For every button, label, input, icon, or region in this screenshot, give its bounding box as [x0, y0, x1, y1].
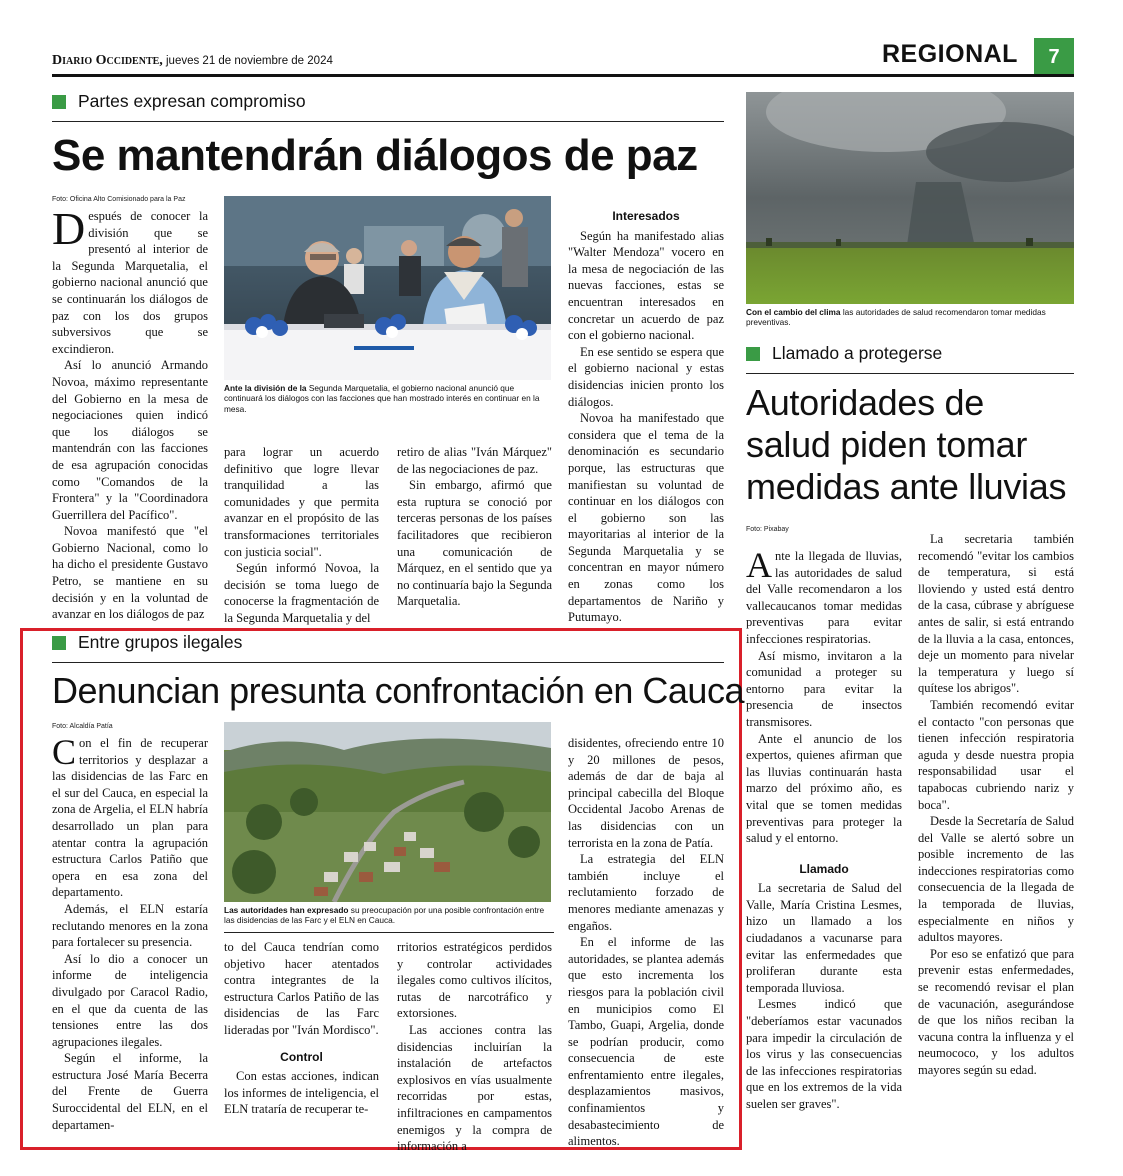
dropcap: C: [52, 732, 77, 772]
page-number-badge: 7: [1034, 38, 1074, 76]
article2-col1: Ante la llegada de lluvias, las autoridades de salud del Valle recomendaron a los vallecaucanos tomar medidas preventivas para evitar infecciones respiratorias. Así mismo, invitaron a la comunidad a proteger su entorno para evitar la presencia de insectos transmisores. Ante el anuncio de los expertos, quienes afirman que las lluvias continuarán hasta marzo del próximo año, es vital que se tomen medidas preventivas para proteger la salud y el entorno. Llamado La secretaria de Salud del Valle, María Cristina Lesmes, hizo un llamado a los ciudadanos a vacunarse para evitar las enfermedades que proliferan durante esta temporada lluviosa. Lesmes indicó que "deberíamos estar vacunados para impedir la circulación de los virus y las consecuencias de las infecciones respiratorias que en los extremos de la vida suelen ser graves".: [746, 545, 902, 1111]
aerial-town-photo: [224, 722, 551, 902]
article1-col2: para lograr un acuerdo definitivo que logre llevar tranquilidad a las comunidades y que permita avanzar en el propósito de las transformaciones territoriales con justicia social". Según informó Novoa, la decisión se toma luego de conocerse la fragmentación de la Segunda Marquetalia y del: [224, 445, 379, 625]
article1-caption: Ante la división de la Segunda Marquetalia, el gobierno nacional anunció que continuará los diálogos con las facciones que han mostrado interés en continuar en la mesa.: [224, 383, 540, 414]
subhead: Llamado: [799, 861, 849, 876]
article1-col1: Después de conocer la división que se presentó al interior de la Segunda Marquetalia, el gobierno nacional anunció que se continuarán los diálogos de paz con los dos grupos subversivos que se excindieron. Así lo anunció Armando Novoa, máximo representante del Gobierno en la mesa de negociaciones quien indicó que los diálogos se mantendrán con las facciones de esa agrupación conocidas como "Comandos de la Frontera" y la "Coordinadora Guerrillera del Pacífico". Novoa manifestó que "el Gobierno Nacional, como lo ha dicho el presidente Gustavo Petro, se mantiene en su decisión y en la voluntad de avanzar en los diálogos de paz: [52, 203, 208, 622]
masthead-rule: [52, 74, 1074, 77]
article3-col3: rritorios estratégicos perdidos y controlar actividades ilegales como cultivos ilícitos, rutas de narcotráfico y extorsiones. Las acciones contra las disidencias incluirían la instalación de artefactos explosivos en vías usualmente recorridas por estas, infiltraciones en campamentos enemigos y la compra de información a: [397, 940, 552, 1154]
newspaper-name: Diario Occidente,: [52, 53, 163, 68]
article1-col3: retiro de alias "Iván Márquez" de las negociaciones de paz. Sin embargo, afirmó que esta ruptura se conoció por terceras personas de los países facilitadores que recibieron una comunicación de Márquez, en el sentido que ya no continuaría bajo la Segunda Marquetalia.: [397, 445, 552, 609]
dropcap: A: [746, 545, 772, 585]
photo-credit: Foto: Pixabay: [746, 526, 789, 533]
subhead: Interesados: [612, 209, 680, 223]
kicker-rule: [52, 121, 724, 122]
photo-credit: Foto: Oficina Alto Comisionado para la Paz: [52, 196, 186, 203]
negotiation-photo: [224, 196, 551, 380]
article3-col1: Con el fin de recuperar territorios y desplazar a las disidencias de las Farc en el sur del Cauca, en especial la zona de Argelia, el ELN habría desarrollado un plan para atentar contra la agrupación estructura Carlos Patiño que opera en esa zona del departamento. Además, el ELN estaría reclutando menores en la zona para fortalecer su presencia. Así lo dio a conocer un informe de inteligencia divulgado por Caracol Radio, en el que da cuenta de las tensiones entre las dos agrupaciones ilegales. Según el informe, la estructura José María Becerra del Frente de Guerra Suroccidental del ELN, en el departamen-: [52, 732, 208, 1132]
kicker-rule: [746, 373, 1074, 374]
section-title: REGIONAL: [882, 40, 1018, 68]
article1-col4: Interesados Según ha manifestado alias "Walter Mendoza" vocero en la mesa de negociación de las nuevas facciones, estas se encuentran interesados en concretar un acuerdo de paz con el gobierno nacional. En ese sentido se espera que el gobierno nacional y estas disidencias inicien pronto los diálogos. Novoa ha manifestado que considera que el tema de la denominación es secundario porque, las estructuras que manifiestan su voluntad de continuar en los diálogos con el gobierno son las mayoritarias al interior de la Segunda Marquetalia y se concentran en mayor número en zonas como los departamentos de Nariño y Putumayo.: [568, 209, 724, 625]
subhead: Control: [280, 1049, 323, 1064]
article2-col2: La secretaria también recomendó "evitar los cambios de temperatura, si está lloviendo y usted está dentro de la casa, cúbrase y abríguese antes de salir, si está entrando de la lluvia a la casa, entonces, deje un momento para nivelar la temperatura y luego sí quítese los abrigos". También recomendó evitar el contacto "con personas que tienen infección respiratoria aguda y desde nuestra propia responsabilidad usar el tapabocas cubriendo nariz y boca". Desde la Secretaría de Salud del Valle se alertó sobre un posible incremento de las indecciones respiratorias como consecuencia de la llegada de la temporada de lluvias, especialmente en niños y adultos mayores. Por eso se enfatizó que para prevenir estas enfermedades, se recomendó revisar el plan de vacunación, asegurándose de que los niños reciban la vacuna contra la influenza y el neumococo, y los adultos mayores según su edad.: [918, 532, 1074, 1077]
article3-caption: Las autoridades han expresado su preocupación por una posible confrontación entre las disidencias de las Farc y el ELN en Cauca.: [224, 905, 545, 926]
article2-headline: Autoridades de salud piden tomar medidas ante lluvias: [746, 382, 1067, 508]
kicker-rule: [52, 662, 724, 663]
article2-caption: Con el cambio del clima las autoridades de salud recomendaron tomar medidas preventivas.: [746, 307, 1046, 328]
caption-rule: [224, 932, 554, 933]
photo-credit: Foto: Alcaldía Patía: [52, 723, 113, 730]
article2-kicker: Llamado a protegerse: [746, 343, 942, 364]
storm-photo: [746, 92, 1074, 304]
kicker-square-icon: [746, 347, 760, 361]
issue-date: jueves 21 de noviembre de 2024: [162, 55, 333, 67]
masthead: [52, 52, 333, 69]
article3-col4: disidentes, ofreciendo entre 10 y 20 millones de pesos, además de dar de baja al principal cabecilla del Bloque Occidental Jacobo Arenas de las disidencias con un terrorista en la zona de Patía. La estrategia del ELN también incluye el reclutamiento forzado de menores mediante amenazas y engaños. En el informe de las autoridades, se plantea además que esto incrementa los riesgos para la población civil en municipios como El Tambo, Guapi, Argelia, donde se podrían producir, como consecuencia de este enfrentamiento entre ilegales, desplazamientos masivos, confinamientos y desabastecimiento de alimentos.: [568, 736, 724, 1149]
kicker-square-icon: [52, 636, 66, 650]
kicker-square-icon: [52, 95, 66, 109]
dropcap: D: [52, 203, 86, 254]
article1-headline: Se mantendrán diálogos de paz: [52, 131, 698, 180]
article3-headline: Denuncian presunta confrontación en Cauca: [52, 670, 744, 711]
article1-kicker: Partes expresan compromiso: [52, 91, 306, 112]
article3-kicker: Entre grupos ilegales: [52, 632, 242, 653]
article3-col2: to del Cauca tendrían como objetivo hacer atentados contra integrantes de la estructura Carlos Patiño de las disidencias de las Farc lideradas por "Iván Mordisco". Control Con estas acciones, indican los informes de inteligencia, el ELN trataría de recuperar te-: [224, 940, 379, 1117]
